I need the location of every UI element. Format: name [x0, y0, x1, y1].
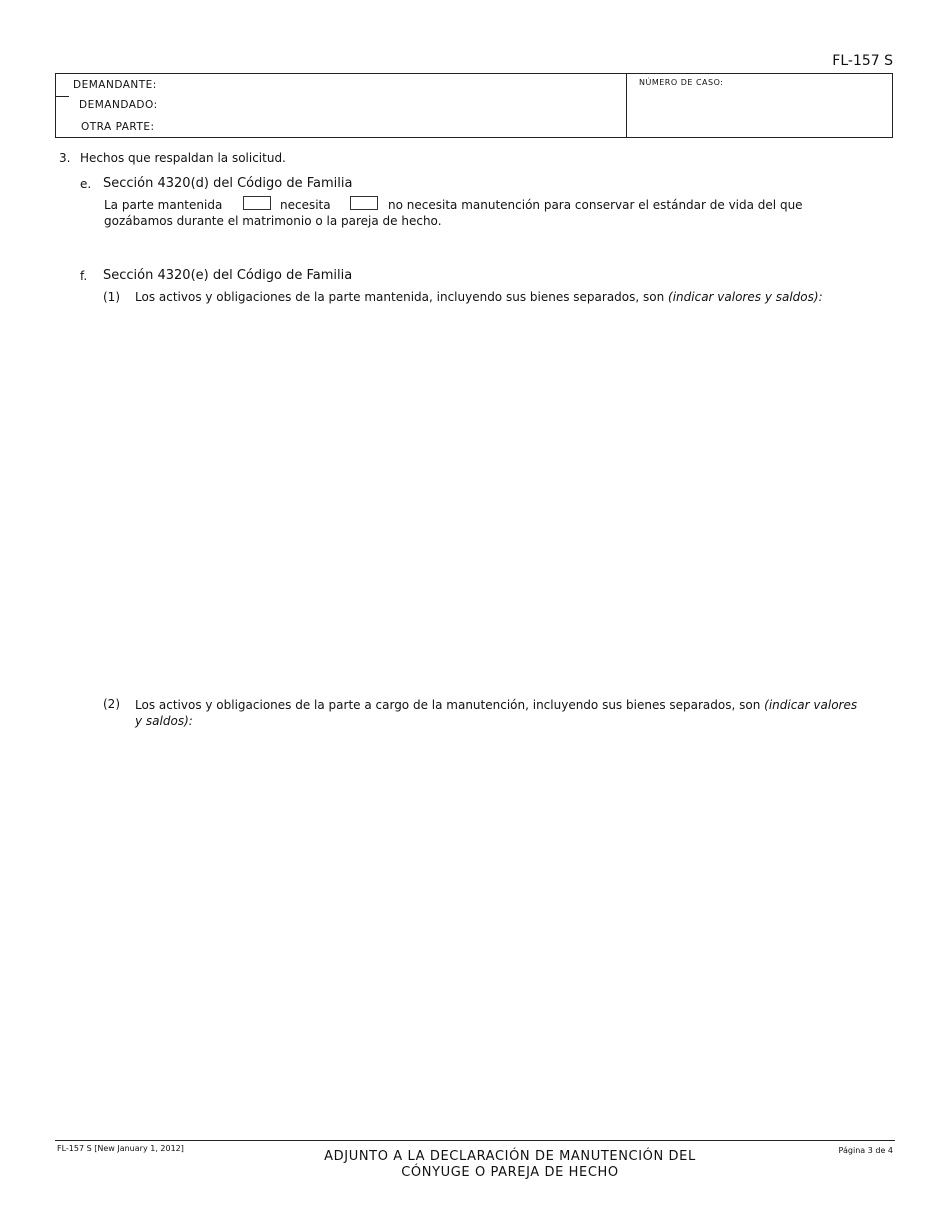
item-f2-instruction-2: y saldos):	[135, 714, 193, 728]
item-f1-body: Los activos y obligaciones de la parte mantenida, incluyendo sus bienes separados, son	[135, 290, 669, 304]
case-caption-box	[55, 73, 893, 138]
item-e-heading: Sección 4320(d) del Código de Familia	[103, 176, 353, 191]
item-e-letter: e.	[80, 177, 92, 191]
caption-tick-mark	[56, 96, 69, 97]
petitioner-label: DEMANDANTE:	[73, 79, 157, 91]
form-title-line1: ADJUNTO A LA DECLARACIÓN DE MANUTENCIÓN DEL	[324, 1149, 696, 1164]
form-title	[0, 1149, 950, 1181]
supported-party-assets-field[interactable]	[135, 315, 890, 685]
item-f1-number: (1)	[103, 290, 120, 304]
other-party-label: OTRA PARTE:	[81, 121, 155, 133]
needs-checkbox[interactable]	[243, 196, 271, 210]
item-f1-text	[135, 290, 823, 304]
item-e-line2: gozábamos durante el matrimonio o la pareja de hecho.	[104, 214, 442, 228]
case-number-label: NÚMERO DE CASO:	[639, 78, 724, 87]
needs-label: necesita	[280, 198, 331, 212]
section-number: 3.	[59, 151, 71, 165]
form-number: FL-157 S	[832, 53, 893, 69]
item-f2-number: (2)	[103, 697, 120, 711]
supporting-party-assets-field[interactable]	[135, 740, 890, 1130]
item-f-letter: f.	[80, 269, 88, 283]
page-number: Página 3 de 4	[838, 1146, 893, 1155]
parties-section	[56, 74, 627, 137]
respondent-label: DEMANDADO:	[79, 99, 158, 111]
footer-rule	[55, 1140, 895, 1141]
item-f-heading: Sección 4320(e) del Código de Familia	[103, 268, 353, 283]
item-f2-text	[135, 698, 857, 712]
item-f2-body: Los activos y obligaciones de la parte a cargo de la manutención, incluyendo sus bienes separados, son	[135, 698, 765, 712]
form-revision: FL-157 S [New January 1, 2012]	[57, 1144, 184, 1153]
does-not-need-label: no necesita manutención para conservar el estándar de vida del que	[388, 198, 803, 212]
item-f2-instruction-1: (indicar valores	[764, 698, 858, 712]
section-title: Hechos que respaldan la solicitud.	[80, 151, 286, 165]
does-not-need-checkbox[interactable]	[350, 196, 378, 210]
form-title-line2: CÓNYUGE O PAREJA DE HECHO	[401, 1165, 619, 1180]
supported-party-label: La parte mantenida	[104, 198, 223, 212]
case-number-section	[626, 74, 892, 137]
item-f1-instruction: (indicar valores y saldos):	[668, 290, 823, 304]
